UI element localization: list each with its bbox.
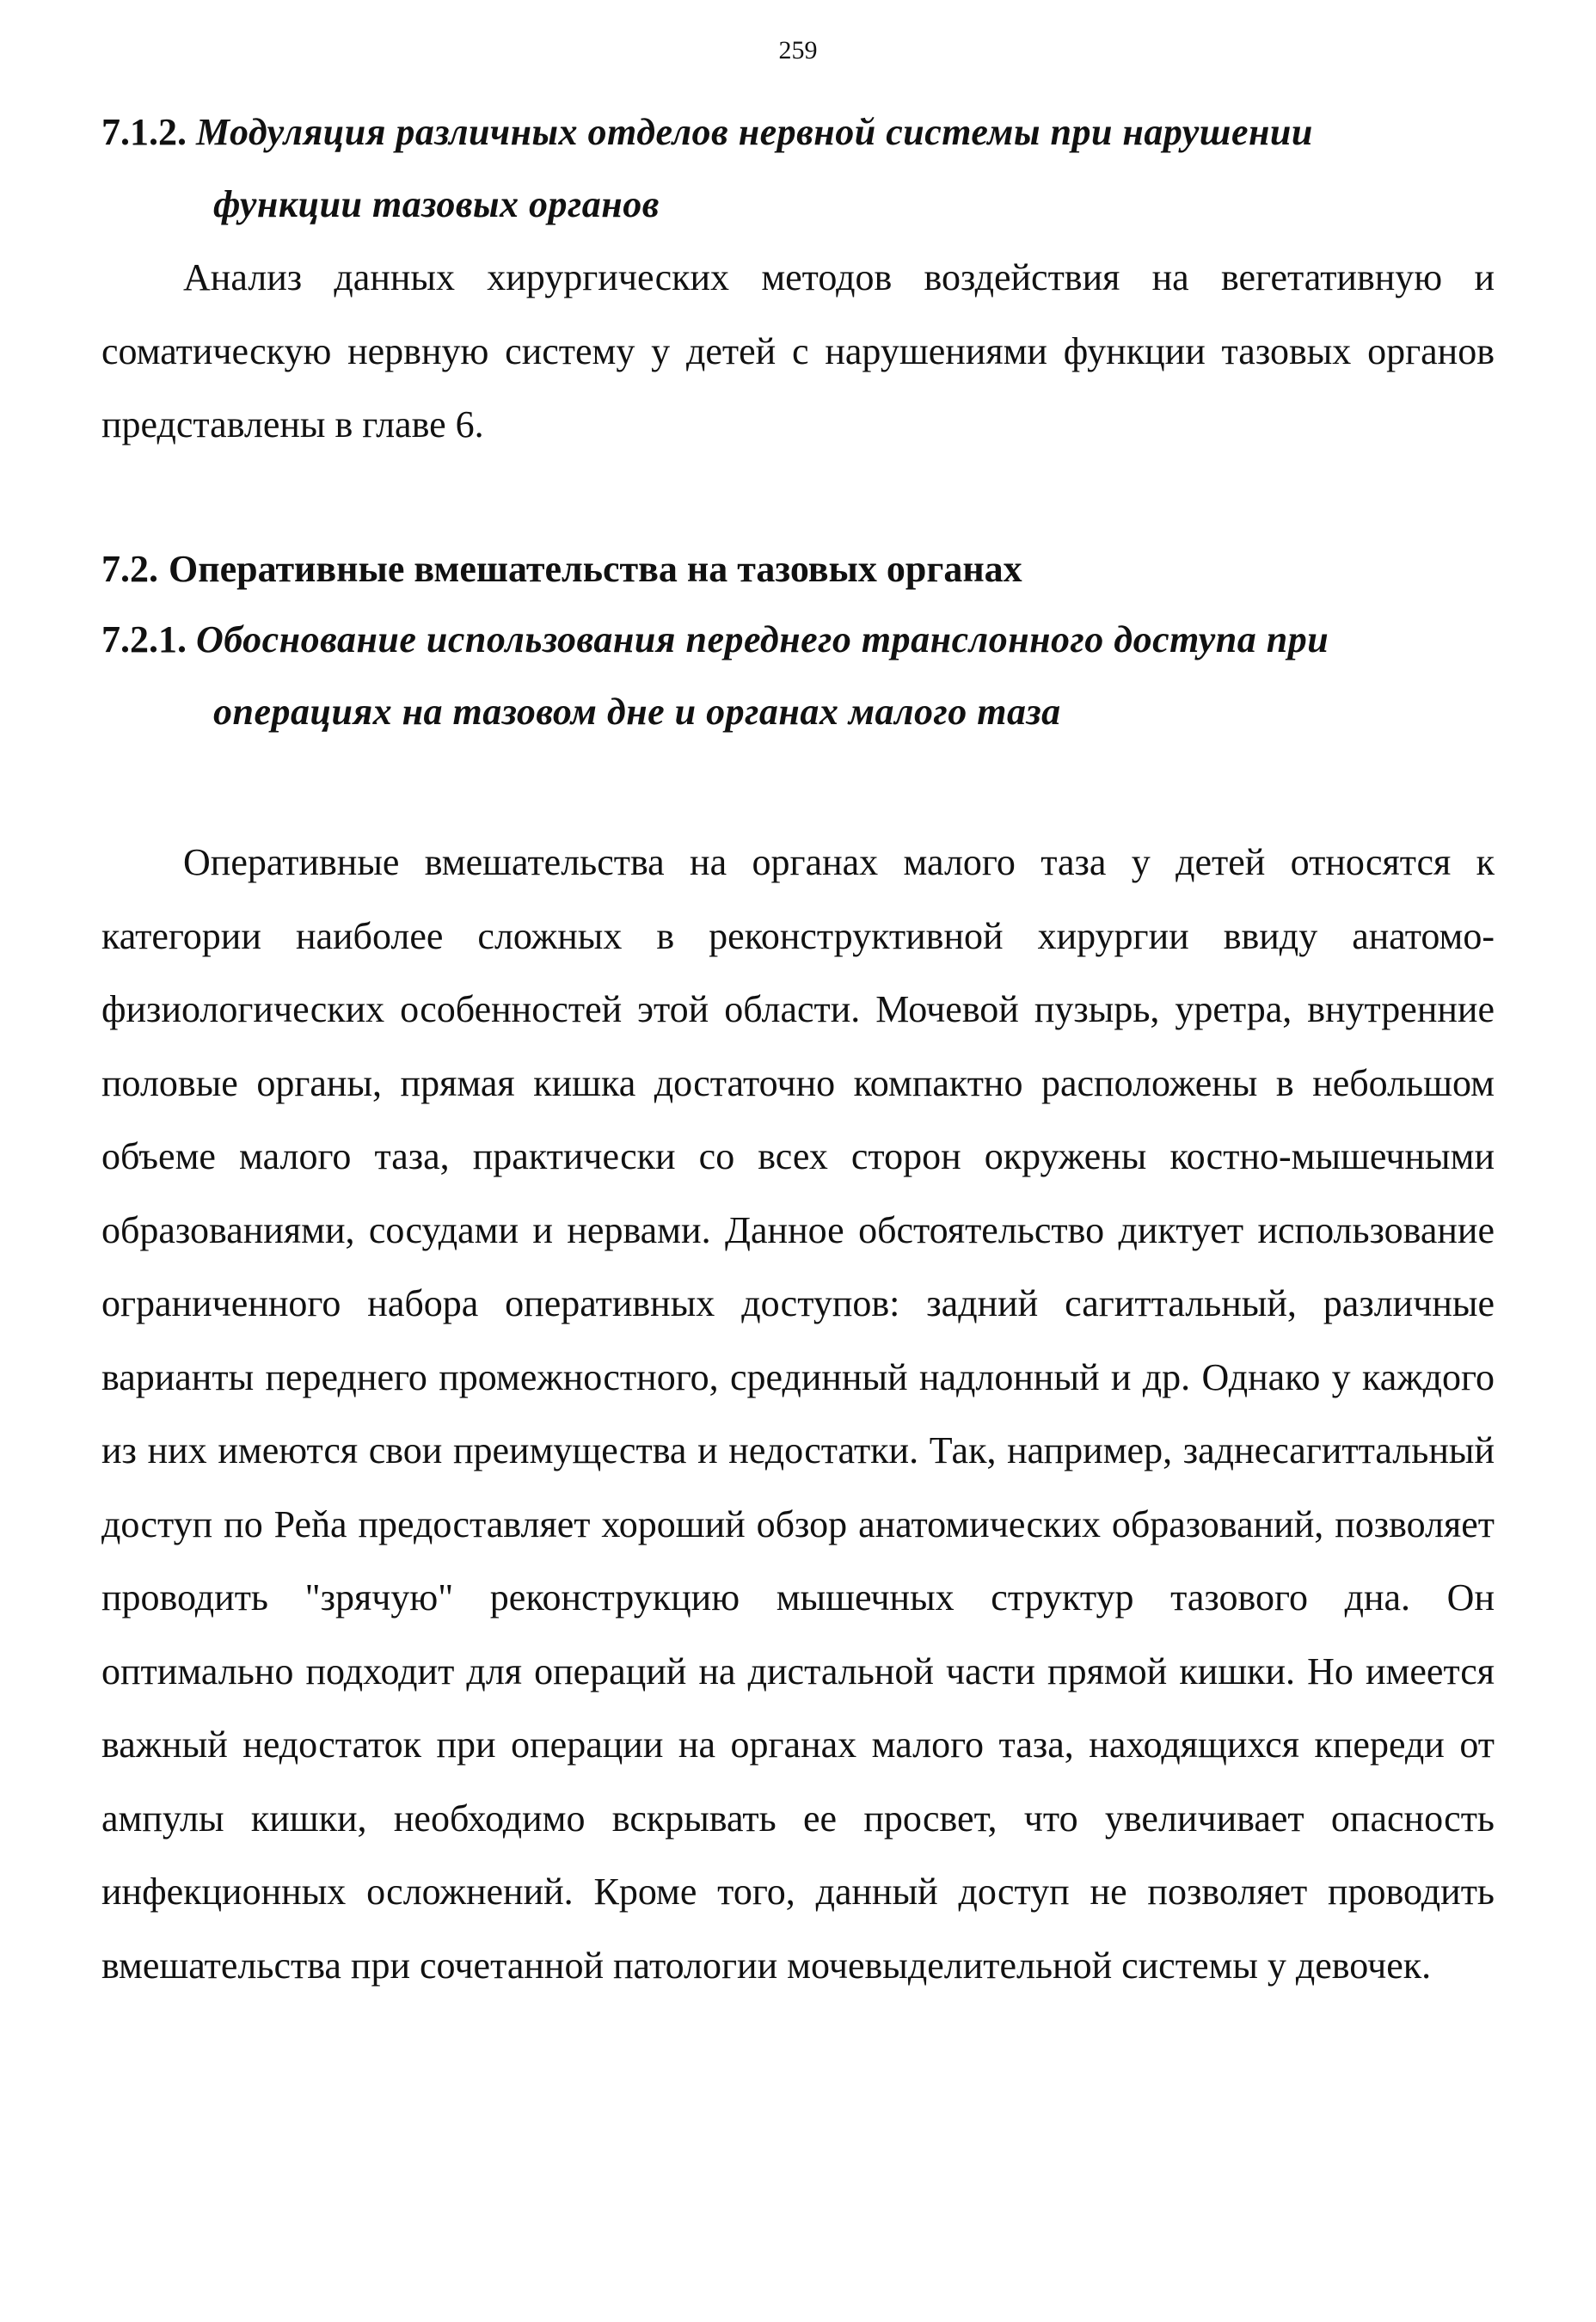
section-heading-7-1-2	[101, 96, 1495, 241]
section-title-line1: Модуляция различных отделов нервной системы при нарушении	[196, 111, 1313, 153]
section-title-line2: функции тазовых органов	[213, 183, 660, 225]
section-title: Оперативные вмешательства на тазовых органах	[169, 548, 1022, 590]
section-heading-7-2-1	[101, 604, 1495, 748]
section-number: 7.2.1.	[101, 618, 187, 660]
section-title-line2: операциях на тазовом дне и органах малого таза	[213, 691, 1061, 733]
body-paragraph-2: Оперативные вмешательства на органах малого таза у детей относятся к категории наиболее сложных в реконструктивной хирургии ввиду анатомо-физиологических особенностей этой области. Мочевой пузырь, уретра, внутренние половые органы, прямая кишка достаточно компактно расположены в небольшом объеме малого таза, практически со всех сторон окружены костно-мышечными образованиями, сосудами и нервами. Данное обстоятельство диктует использование ограниченного набора оперативных доступов: задний сагиттальный, различные варианты переднего промежностного, срединный надлонный и др. Однако у каждого из них имеются свои преимущества и недостатки. Так, например, заднесагиттальный доступ по Реňа предоставляет хороший обзор анатомических образований, позволяет проводить "зрячую" реконструкцию мышечных структур тазового дна. Он оптимально подходит для операций на дистальной части прямой кишки. Но имеется важный недостаток при операции на органах малого таза, находящихся кпереди от ампулы кишки, необходимо вскрывать ее просвет, что увеличивает опасность инфекционных осложнений. Кроме того, данный доступ не позволяет проводить вмешательства при сочетанной патологии мочевыделительной системы у девочек.	[101, 841, 1495, 1987]
section-heading-7-2	[101, 533, 1495, 605]
page-number: 259	[778, 36, 818, 64]
section-number: 7.1.2.	[101, 111, 187, 153]
section-title-line1: Обоснование использования переднего транслонного доступа при	[196, 618, 1329, 660]
section-number: 7.2.	[101, 548, 158, 590]
body-paragraph-1: Анализ данных хирургических методов воздействия на вегетативную и соматическую нервную систему у детей с нарушениями функции тазовых органов представлены в главе 6.	[101, 256, 1495, 445]
